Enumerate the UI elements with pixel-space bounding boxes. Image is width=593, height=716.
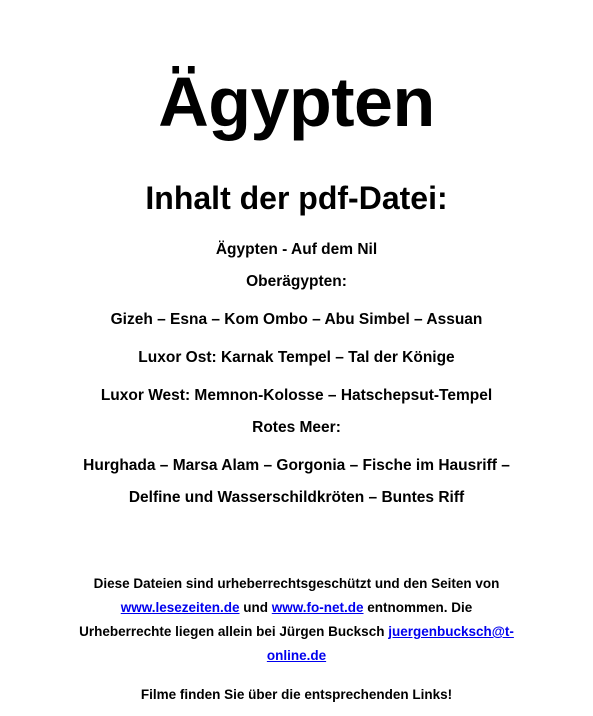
email-link-part-1[interactable]: juergenbucksch@t-	[388, 624, 514, 639]
copyright-connector: und	[239, 600, 272, 615]
link-fo-net[interactable]: www.fo-net.de	[271, 600, 364, 615]
copyright-notice	[0, 572, 593, 707]
page-title: Ägypten	[158, 63, 435, 141]
content-list	[0, 240, 593, 508]
content-line-luxor-east: Luxor Ost: Karnak Tempel – Tal der Könige	[138, 349, 455, 366]
copyright-line-4	[0, 644, 593, 668]
content-line-luxor-west: Luxor West: Memnon-Kolosse – Hatschepsut-Tempel	[100, 387, 493, 404]
closing-note: Filme finden Sie über die entsprechenden Links!	[140, 687, 453, 702]
email-link-part-2[interactable]: online.de	[266, 648, 327, 663]
page-subtitle: Inhalt der pdf-Datei:	[145, 180, 448, 216]
content-line-upper-egypt: Oberägypten:	[246, 273, 347, 290]
content-line-red-sea: Rotes Meer:	[252, 419, 341, 436]
content-line-places: Gizeh – Esna – Kom Ombo – Abu Simbel – Assuan	[110, 311, 483, 328]
content-line-red-sea-places-1: Hurghada – Marsa Alam – Gorgonia – Fische im Hausriff –	[83, 457, 510, 474]
content-line-red-sea-places-2: Delfine und Wasserschildkröten – Buntes Riff	[128, 489, 465, 506]
copyright-line-2-end: entnommen. Die	[363, 600, 473, 615]
copyright-line-1: Diese Dateien sind urheberrechtsgeschützt und den Seiten von	[93, 576, 500, 591]
copyright-line-2	[0, 596, 593, 620]
content-line-nile: Ägypten - Auf dem Nil	[215, 241, 378, 258]
link-lesezeiten[interactable]: www.lesezeiten.de	[120, 600, 240, 615]
copyright-owner-text: Urheberrechte liegen allein bei Jürgen Bucksch	[79, 624, 389, 639]
copyright-line-3	[0, 620, 593, 644]
